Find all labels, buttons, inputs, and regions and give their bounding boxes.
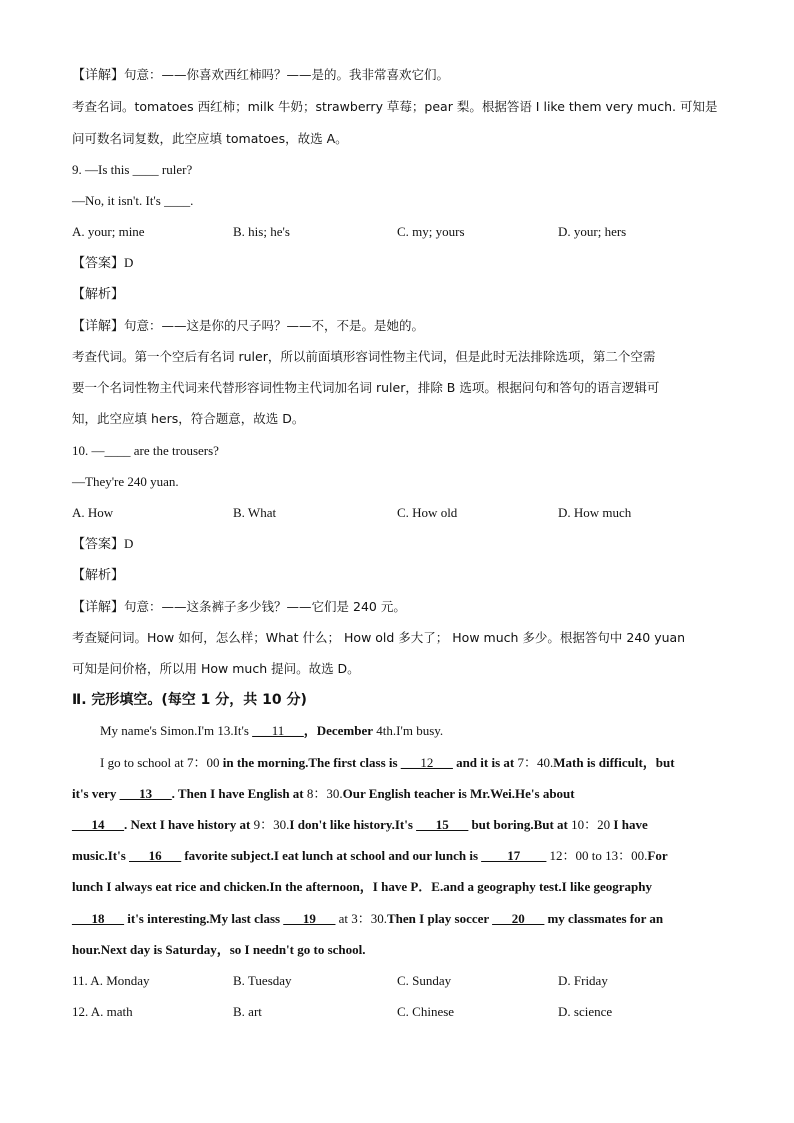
q12-option-b: B. art	[233, 1004, 262, 1019]
detail-tag: 【详解】	[72, 600, 125, 615]
passage-text: For	[647, 848, 668, 863]
q10-explain-2: 可知是问价格，所以用 How much 提问。故选 D。	[72, 661, 360, 676]
passage-text: it's interesting.My last class	[124, 911, 284, 926]
q9-option-a: A. your; mine	[72, 224, 145, 239]
q11-option-d: D. Friday	[558, 973, 608, 988]
passage-text: I don't like history.It's	[289, 817, 417, 832]
detail-tag: 【详解】	[72, 68, 125, 83]
q10-meaning: 句意：——这条裤子多少钱？——它们是 240 元。	[124, 599, 406, 614]
passage-text: Then I play soccer	[387, 911, 493, 926]
q10-detail-line	[72, 598, 406, 617]
q9-detail-line	[72, 317, 424, 336]
blank-18: ___18___	[72, 911, 124, 926]
q12-option-d: D. science	[558, 1004, 613, 1019]
q11-option-c: C. Sunday	[397, 973, 452, 988]
q9-analysis-tag: 【解析】	[72, 287, 125, 302]
passage-line-6: lunch I always eat rice and chicken.In the afternoon，I have P．E.and a geography test.I like geography	[72, 879, 652, 894]
passage-line-4	[72, 816, 648, 834]
q10-answer-line	[72, 535, 133, 554]
passage-text: music.It's	[72, 848, 130, 863]
q8-detail-line	[72, 66, 449, 85]
q9-stem: 9. —Is this ____ ruler?	[72, 162, 193, 177]
blank-11: ___11___	[252, 723, 304, 738]
q9-option-c: C. my; yours	[397, 224, 465, 239]
q9-explain-2: 要一个名词性物主代词来代替形容词性物主代词加名词 ruler，排除 B 选项。根据问句和答句的语言逻辑可	[72, 380, 660, 395]
passage-line-7	[72, 910, 663, 928]
q11-option-a: 11. A. Monday	[72, 973, 150, 988]
passage-line-1	[100, 722, 443, 740]
passage-text: but boring.But at	[468, 817, 572, 832]
q10-option-c: C. How old	[397, 505, 458, 520]
q10-reply: —They're 240 yuan.	[72, 474, 179, 489]
passage-text: 7：40.	[517, 755, 554, 770]
blank-17: ____17____	[481, 848, 547, 863]
blank-12: ___12___	[400, 755, 453, 770]
q10-analysis-tag: 【解析】	[72, 568, 125, 583]
passage-text: in the morning.The first class is	[222, 755, 401, 770]
q9-answer: D	[124, 255, 134, 270]
passage-text: my classmates for an	[544, 911, 664, 926]
q9-option-b: B. his; he's	[233, 224, 290, 239]
q8-explain-2: 问可数名词复数，此空应填 tomatoes，故选 A。	[72, 131, 348, 146]
detail-tag: 【详解】	[72, 319, 125, 334]
blank-14: ___14___	[72, 817, 124, 832]
q9-explain-3: 知，此空应填 hers，符合题意，故选 D。	[72, 411, 305, 426]
passage-text: I go to school at 7：00	[100, 755, 223, 770]
passage-text: 9：30.	[253, 817, 290, 832]
passage-text: ，December	[303, 723, 374, 738]
q10-option-d: D. How much	[558, 505, 632, 520]
passage-text: I have	[613, 817, 648, 832]
passage-text: Math is difficult，but	[553, 755, 675, 770]
section-title: Ⅱ. 完形填空。(每空 1 分，共 10 分)	[72, 692, 307, 708]
q9-reply: —No, it isn't. It's ____.	[72, 193, 194, 208]
passage-line-2	[100, 754, 675, 772]
q9-answer-line	[72, 254, 133, 273]
passage-text: 10：20	[571, 817, 614, 832]
q8-meaning: 句意：——你喜欢西红柿吗？——是的。我非常喜欢它们。	[124, 67, 450, 82]
passage-text: at 3：30.	[335, 911, 387, 926]
q8-explain-1: 考查名词。tomatoes 西红柿；milk 牛奶；strawberry 草莓；pear 梨。根据答语 I like them very much. 可知是	[72, 99, 718, 114]
q11-option-b: B. Tuesday	[233, 973, 292, 988]
q10-explain-1: 考查疑问词。How 如何，怎么样；What 什么； How old 多大了； How much 多少。根据答句中 240 yuan	[72, 630, 686, 645]
q10-option-a: A. How	[72, 505, 114, 520]
blank-19: ___19___	[283, 911, 336, 926]
passage-text: . Then I have English at	[171, 786, 307, 801]
passage-line-8: hour.Next day is Saturday，so I needn't go to school.	[72, 942, 366, 957]
blank-15: ___15___	[416, 817, 469, 832]
q10-option-b: B. What	[233, 505, 277, 520]
passage-text: and it is at	[452, 755, 518, 770]
passage-text: 8：30.	[306, 786, 343, 801]
q9-option-d: D. your; hers	[558, 224, 627, 239]
q10-answer: D	[124, 536, 134, 551]
blank-20: ___20___	[492, 911, 545, 926]
q9-explain-1: 考查代词。第一个空后有名词 ruler，所以前面填形容词性物主代词，但是此时无法排除选项，第二个空需	[72, 349, 656, 364]
passage-text: Our English teacher is Mr.Wei.He's about	[342, 786, 575, 801]
q12-option-c: C. Chinese	[397, 1004, 455, 1019]
passage-text: favorite subject.I eat lunch at school and our lunch is	[181, 848, 482, 863]
passage-line-5	[72, 847, 668, 865]
passage-text: My name's Simon.I'm 13.It's	[100, 723, 253, 738]
q9-meaning: 句意：——这是你的尺子吗？——不，不是。是她的。	[124, 318, 425, 333]
q10-stem: 10. —____ are the trousers?	[72, 443, 219, 458]
passage-text: it's very	[72, 786, 120, 801]
passage-text: 4th.I'm busy.	[373, 723, 444, 738]
answer-tag: 【答案】	[72, 537, 125, 552]
passage-line-3	[72, 785, 575, 803]
blank-13: ___13___	[119, 786, 172, 801]
answer-tag: 【答案】	[72, 256, 125, 271]
blank-16: ___16___	[129, 848, 182, 863]
passage-text: . Next I have history at	[124, 817, 254, 832]
q12-option-a: 12. A. math	[72, 1004, 133, 1019]
passage-text: 12：00 to 13：00.	[546, 848, 648, 863]
